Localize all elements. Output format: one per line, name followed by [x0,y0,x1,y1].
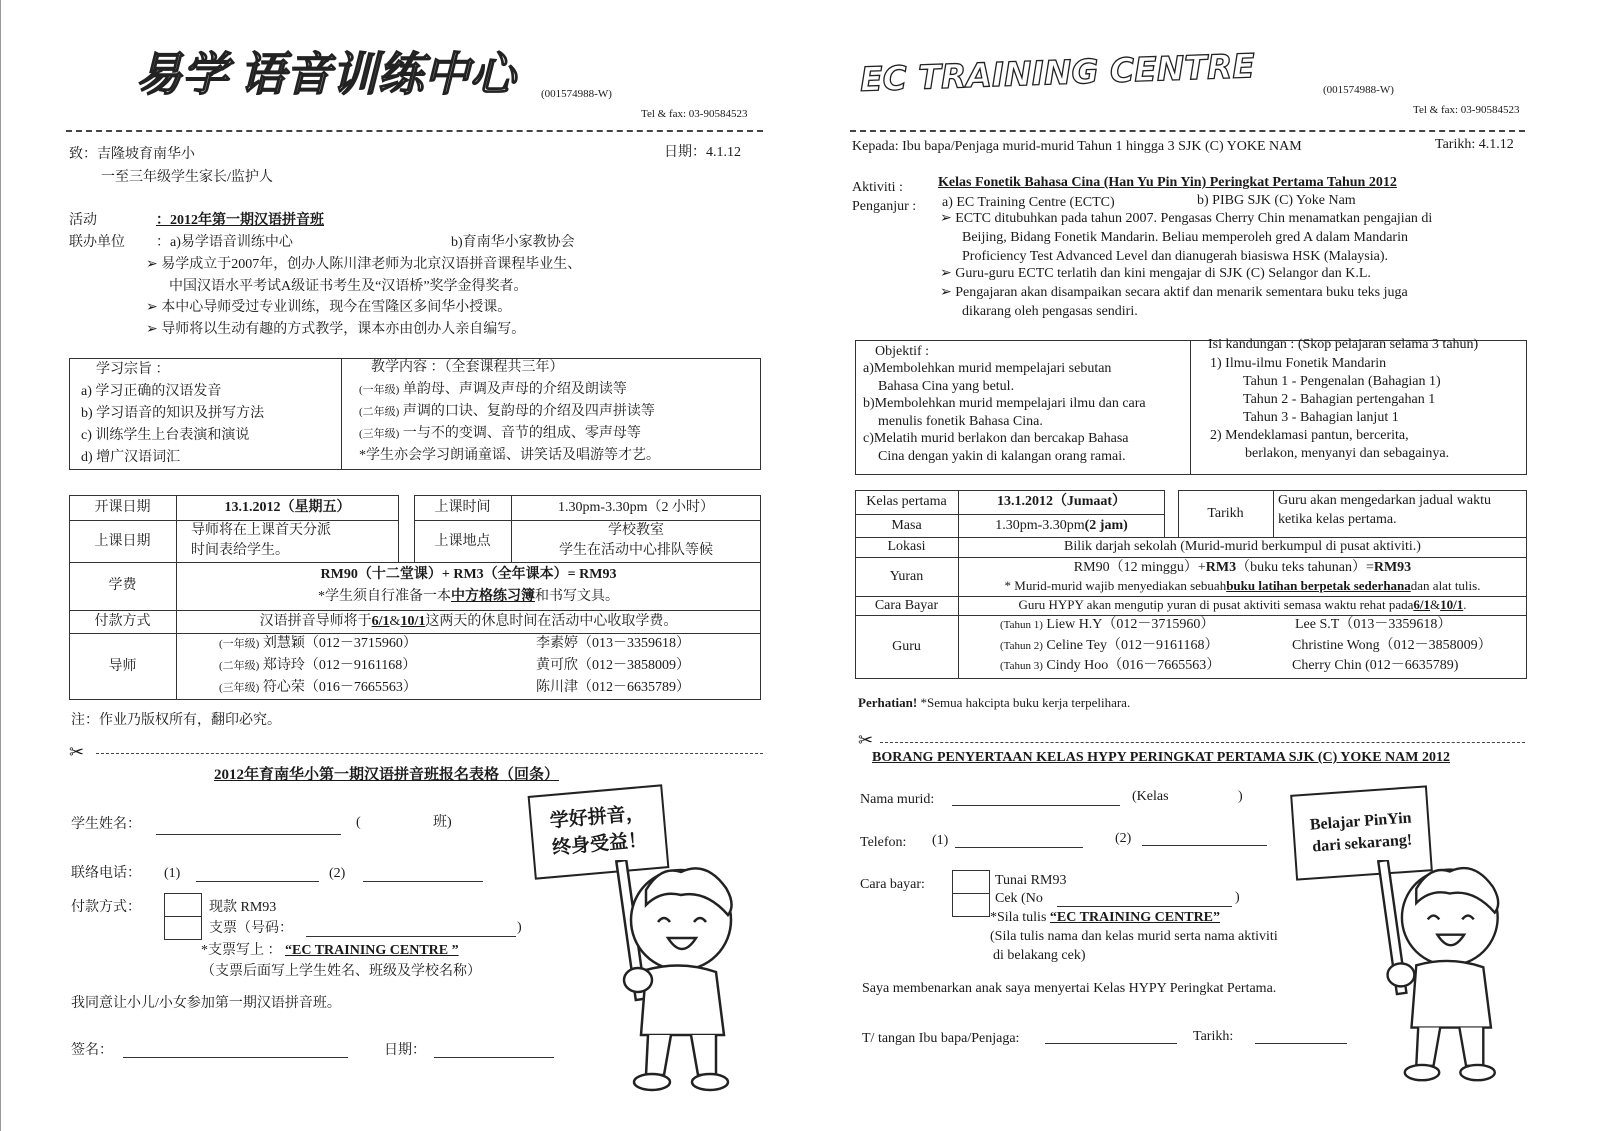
bullet-item-cont: 中国汉语水平考试A级证书考生及“汉语桥”奖学金得奖者。 [169,279,528,294]
content-item: (三年级) 一与不的变调、音节的组成、零声母等 [359,426,641,441]
payment-value: 汉语拼音导师将于 6/1 & 10/1 这两天的休息时间在活动中心收取学费。 [259,613,678,629]
chinese-notice-page [0,0,795,1131]
tutor-entry: Lee S.T（013－3359618） [1295,617,1452,632]
cash-option: Tunai RM93 [995,873,1067,888]
registration-number: (001574988-W) [541,88,612,100]
tel-fax: Tel & fax: 03-90584523 [1413,104,1520,116]
activity-value: ：2012年第一期汉语拼音班 [156,213,324,228]
payment-label: Cara Bayar [874,597,939,613]
schedule-date-value: Guru akan mengedarkan jadual waktu [1278,493,1492,508]
recipient-line1: 致：吉隆坡育南华小 [69,147,195,162]
tutor-entry: Christine Wong（012－3858009） [1292,638,1492,653]
organizer-a: a) EC Training Centre (ECTC) [942,195,1115,210]
consent-text: 我同意让小儿/小女参加第一期汉语拼音班。 [71,996,341,1011]
cheque-note2: (Sila tulis nama dan kelas murid serta nama aktiviti [990,929,1278,944]
phone1-field[interactable] [955,847,1083,848]
activity-label: 活动 [69,213,97,228]
tutor-entry: 陈川津（012－6635789） [536,680,690,695]
tutor-entry: (一年级) 刘慧颖（012－3715960） [219,636,417,651]
cheque-option: 支票（号码： [209,921,293,936]
phone1-label: (1) [164,866,181,881]
bullet-item-cont: dikarang oleh pengasas sendiri. [962,304,1138,319]
recipient-line2: 一至三年级学生家长/监护人 [101,170,273,185]
time-value: 1.30pm-3.30pm (2 jam) [995,518,1128,534]
form-title: BORANG PENYERTAAN KELAS HYPY PERINGKAT PERTAMA SJK (C) YOKE NAM 2012 [872,750,1450,765]
box-divider [341,358,342,470]
class-day-value: 导师将在上课首天分派 [191,523,331,538]
bullet-item: ➢ ECTC ditubuhkan pada tahun 2007. Pengasas Cherry Chin menamatkan pengajian di [940,211,1433,226]
cheque-number-field[interactable] [306,936,516,937]
cheque-option: Cek (No [995,891,1043,906]
phone2-field[interactable] [363,881,483,882]
cheque-note3: di belakang cek) [993,948,1086,963]
phone1-label: (1) [932,833,949,848]
start-date-label: 开课日期 [94,499,151,515]
tutor-entry: (三年级) 符心荣（016－7665563） [219,680,417,695]
aim-item: d) 增广汉语词汇 [81,450,181,465]
form-date-field[interactable] [1255,1043,1347,1044]
tutor-label: 导师 [108,658,137,674]
phone-label: Telefon: [860,835,907,850]
tutor-entry: 李素婷（013－3359618） [536,636,690,651]
organizer-b: b) PIBG SJK (C) Yoke Nam [1197,193,1356,208]
class-label: (Kelas [1132,789,1169,804]
payment-value: Guru HYPY akan mengutip yuran di pusat aktiviti semasa waktu rehat pada 6/1 & 10/1 . [1018,597,1467,613]
tutor-label: Guru [892,639,921,655]
header-divider [850,130,1525,132]
bullet-item: ➢ Guru-guru ECTC terlatih dan kini mengajar di SJK (C) Selangor dan K.L. [940,266,1371,281]
content-line: berlakon, menyanyi dan sebagainya. [1245,446,1450,461]
content-title: 教学内容 ：（全套课程共三年） [371,360,564,375]
student-name-field[interactable] [156,834,341,835]
class-close-paren: ) [1238,789,1243,804]
fee-note: * Murid-murid wajib menyediakan sebuah buku latihan berpetak sederhana dan alat tulis. [1004,578,1481,594]
form-date-field[interactable] [434,1057,554,1058]
cash-checkbox[interactable] [164,893,202,917]
aim-item: a) 学习正确的汉语发音 [81,384,222,399]
cut-line [96,753,763,754]
class-label: 班) [433,815,452,830]
consent-text: Saya membenarkan anak saya menyertai Kelas HYPY Peringkat Pertama. [862,981,1277,996]
cash-option: 现款 RM93 [209,900,277,915]
registration-number: (001574988-W) [1323,84,1394,96]
fee-note: *学生须自行准备一本 中方格练习簿 和书写文具。 [318,589,619,605]
class-time-value: 1.30pm-3.30pm（2 小时） [558,499,714,515]
first-class-label: Kelas pertama [866,494,947,510]
sign-board: 学好拼音， 终身受益！ [528,784,670,879]
content-line: Tahun 1 - Pengenalan (Bahagian 1) [1243,374,1441,389]
signature-label: 签名： [71,1043,113,1058]
tutor-entry: (Tahun 1) Liew H.Y（012－3715960） [1000,617,1215,632]
cheque-checkbox[interactable] [952,893,990,917]
organizer-a: ：a)易学语音训练中心 [156,235,293,250]
signature-field[interactable] [1045,1043,1177,1044]
bullet-item: ➢ Pengajaran akan disampaikan secara aktif dan menarik sementara buku teks juga [940,285,1408,300]
logo-yixue: 易学 语音训练中心 [136,49,516,100]
cheque-note: *支票写上 ： “EC TRAINING CENTRE ” [201,943,459,958]
student-name-field[interactable] [952,805,1120,806]
organizer-label: 联办单位 [69,235,125,250]
cash-checkbox[interactable] [952,870,990,894]
box-divider [1190,340,1191,475]
content-line: 2) Mendeklamasi pantun, bercerita, [1210,428,1409,443]
content-line: Tahun 3 - Bahagian lanjut 1 [1243,410,1399,425]
class-place-label: 上课地点 [434,533,491,549]
objective-line: menulis fonetik Bahasa Cina. [878,414,1043,429]
fee-label: Yuran [889,568,924,584]
organizer-label: Penganjur : [852,199,917,214]
tutor-entry: 黄可欣（012－3858009） [536,658,690,673]
objective-line: Cina dengan yakin di kalangan orang ramai. [878,449,1126,464]
location-label: Lokasi [887,539,926,555]
tutor-entry: Cherry Chin (012－6635789) [1292,658,1459,673]
objective-line: b)Membolehkan murid mempelajari ilmu dan cara [863,396,1146,411]
cartoon-boy-illustration [586,860,766,1095]
cut-line [880,742,1525,743]
schedule-date-value: ketika kelas pertama. [1278,512,1397,527]
cheque-note2: （支票后面写上学生姓名、班级及学校名称） [201,964,481,979]
activity-label: Aktiviti : [852,180,903,195]
objective-line: c)Melatih murid berlakon dan bercakap Bahasa [863,431,1129,446]
content-line: Tahun 2 - Bahagian pertengahan 1 [1243,392,1436,407]
cheque-number-field[interactable] [1057,906,1232,907]
activity-title: 2012年第一期汉语拼音班 [170,213,324,228]
tutor-entry: (二年级) 郑诗玲（012－9161168） [219,658,417,673]
aim-item: c) 训练学生上台表演和演说 [81,428,250,443]
payment-method-label: Cara bayar: [860,877,925,892]
cheque-note: *Sila tulis “EC TRAINING CENTRE” [990,910,1221,925]
cheque-close-paren: ) [1235,890,1240,905]
notice-date: Tarikh: 4.1.12 [1435,137,1514,152]
content-line: 1) Ilmu-ilmu Fonetik Mandarin [1210,356,1387,371]
objectives-title: Objektif : [875,344,930,359]
class-open-paren: ( [356,815,361,830]
student-name-label: 学生姓名： [71,817,141,832]
scissors-icon: ✂ [858,730,874,750]
form-title: 2012年育南华小第一期汉语拼音班报名表格（回条） [214,767,560,783]
content-item: (二年级) 声调的口诀、复韵母的介绍及四声拼读等 [359,404,655,419]
payment-method-label: 付款方式： [71,900,141,915]
notice-date: 日期：4.1.12 [664,145,741,160]
form-date-label: Tarikh: [1193,1029,1234,1044]
tel-fax: Tel & fax: 03-90584523 [641,108,748,120]
form-date-label: 日期： [384,1043,426,1058]
bullet-item: ➢ 易学成立于2007年，创办人陈川津老师为北京汉语拼音课程毕业生、 [146,257,582,272]
header-divider [66,130,763,132]
copyright-note: 注：作业乃版权所有，翻印必究。 [71,713,281,728]
bullet-item-cont: Beijing, Bidang Fonetik Mandarin. Beliau memperoleh gred A dalam Mandarin [962,230,1408,245]
content-title: Isi kandungan : (Skop pelajaran selama 3 tahun) [1208,337,1479,352]
class-time-label: 上课时间 [434,499,491,515]
signature-label: T/ tangan Ibu bapa/Penjaga: [862,1031,1020,1046]
phone2-label: (2) [329,866,346,881]
time-label: Masa [891,518,922,534]
class-place-value: 学校教室 [608,523,664,539]
schedule-date-label: Tarikh [1207,506,1244,522]
cheque-close-paren: ) [517,920,522,935]
tutor-entry: (Tahun 3) Cindy Hoo（016－7665563） [1000,658,1221,673]
phone2-field[interactable] [1142,845,1267,846]
student-name-label: Nama murid: [860,792,935,807]
bullet-item: ➢ 导师将以生动有趣的方式教学，课本亦由创办人亲自编写。 [146,322,526,337]
organizer-b: b)育南华小家教协会 [451,235,575,250]
tutor-entry: (Tahun 2) Celine Tey（012－9161168） [1000,638,1219,653]
cartoon-boy-illustration [1355,860,1535,1085]
bullet-item: ➢ 本中心导师受过专业训练，现今在雪隆区多间华小授课。 [146,300,512,315]
phone2-label: (2) [1115,831,1132,846]
fee-value: RM90（12 minggu）+ RM3 （buku teks tahunan）= RM93 [1073,559,1412,575]
fee-value: RM90（十二堂课）+ RM3（全年课本）= RM93 [320,567,617,583]
aim-item: b) 学习语音的知识及拼写方法 [81,406,265,421]
logo-ec-training-centre: EC TRAINING CENTRE [859,46,1256,99]
scissors-icon: ✂ [69,742,85,762]
phone1-field[interactable] [196,881,319,882]
payment-label: 付款方式 [94,613,151,629]
objective-line: a)Membolehkan murid mempelajari sebutan [863,361,1112,376]
signature-field[interactable] [123,1057,348,1058]
aims-title: 学习宗旨 ： [96,362,170,377]
class-place-note: 学生在活动中心排队等候 [559,543,713,559]
location-value: Bilik darjah sekolah (Murid-murid berkumpul di pusat aktiviti.) [1064,539,1421,555]
first-class-value: 13.1.2012（Jumaat） [996,494,1127,510]
copyright-note: Perhatian! *Semua hakcipta buku kerja terpelihara. [858,695,1131,710]
sign-board: Belajar PinYin dari sekarang! [1290,785,1433,880]
class-day-label: 上课日期 [94,533,151,549]
malay-notice-page [795,0,1600,1131]
class-day-value: 时间表给学生。 [191,543,289,558]
start-date-value: 13.1.2012（星期五） [224,499,351,515]
cheque-checkbox[interactable] [164,916,202,940]
fee-label: 学费 [108,578,137,594]
phone-label: 联络电话： [71,866,141,881]
recipient: Kepada: Ibu bapa/Penjaga murid-murid Tahun 1 hingga 3 SJK (C) YOKE NAM [852,139,1302,154]
content-note: *学生亦会学习朗诵童谣、讲笑话及唱游等才艺。 [359,448,660,463]
content-item: (一年级) 单韵母、声调及声母的介绍及朗读等 [359,382,627,397]
objective-line: Bahasa Cina yang betul. [878,379,1015,394]
bullet-item-cont: Proficiency Test Advanced Level dan dianugerah biasiswa HSK (Malaysia). [962,249,1389,264]
activity-value: Kelas Fonetik Bahasa Cina (Han Yu Pin Yin) Peringkat Pertama Tahun 2012 [938,175,1397,190]
